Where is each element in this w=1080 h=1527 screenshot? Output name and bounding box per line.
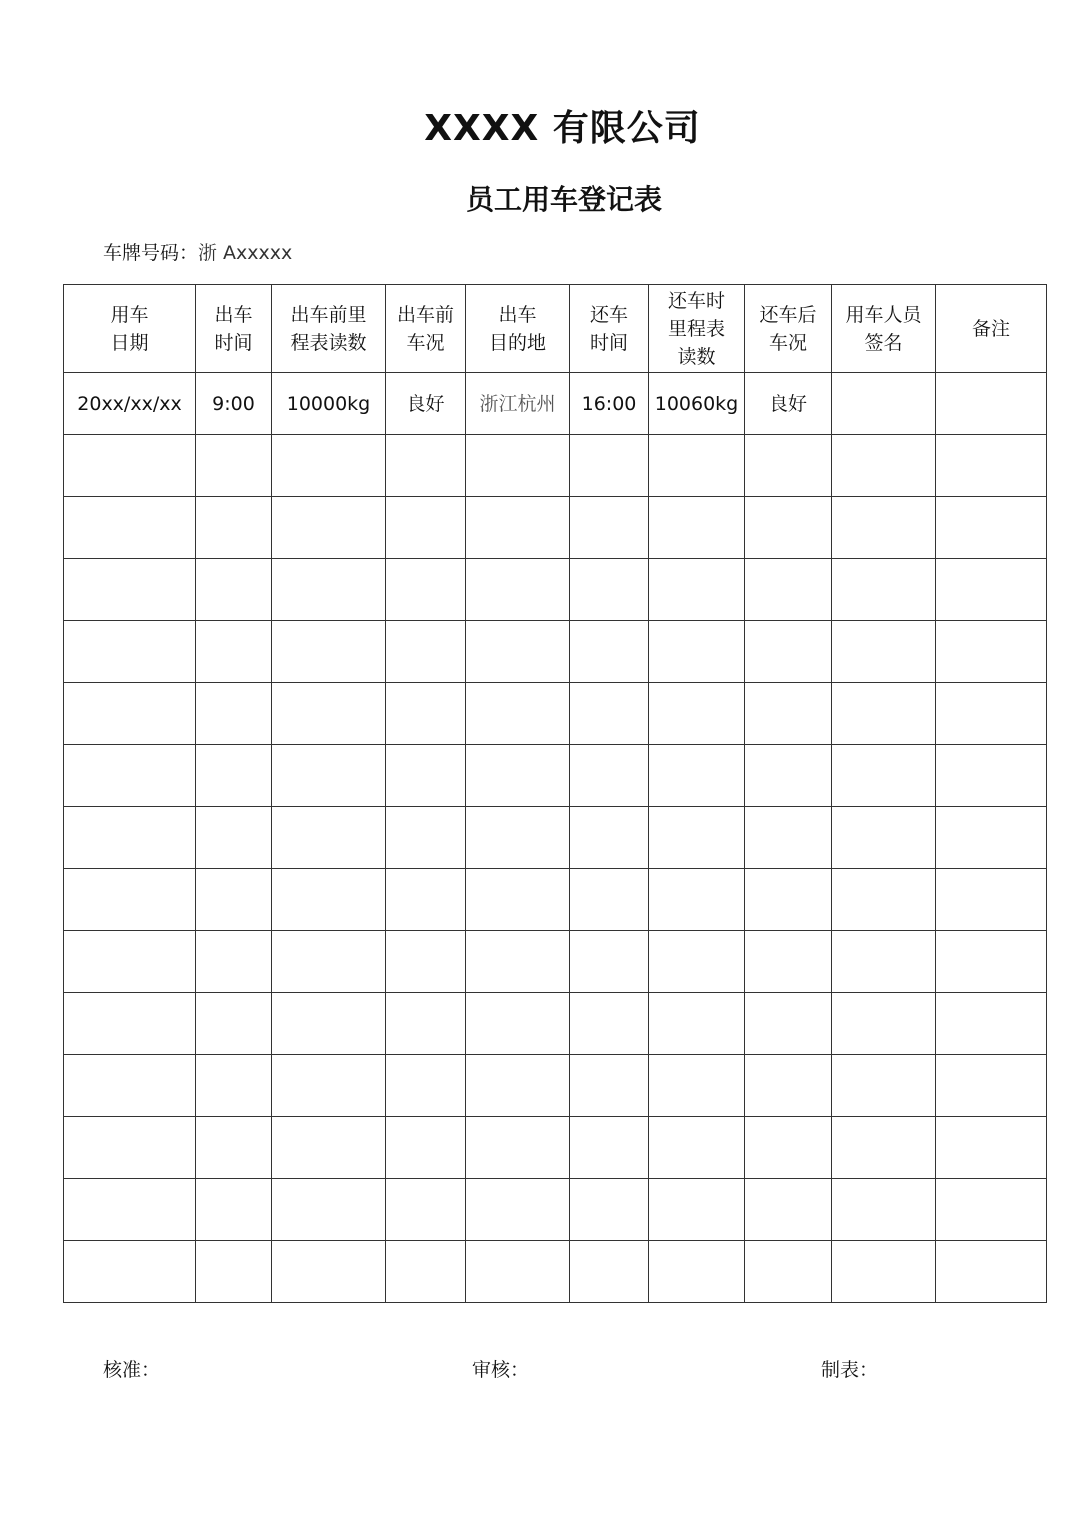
- header-use-date: 用车 日期: [64, 285, 196, 373]
- table-header-row: [64, 285, 1047, 373]
- cell-condition-after[interactable]: [745, 745, 832, 807]
- table-row: [64, 435, 1047, 497]
- cell-departure-time[interactable]: [196, 931, 272, 993]
- cell-odometer-before[interactable]: [272, 1179, 386, 1241]
- table-row: [64, 559, 1047, 621]
- plate-number-label: 车牌号码：: [103, 242, 199, 264]
- cell-odometer-after[interactable]: [649, 931, 745, 993]
- cell-condition-after[interactable]: [745, 1117, 832, 1179]
- cell-use-date[interactable]: [64, 1055, 196, 1117]
- cell-odometer-before[interactable]: [272, 931, 386, 993]
- cell-remarks[interactable]: [936, 559, 1047, 621]
- table-row: [64, 1117, 1047, 1179]
- cell-departure-time[interactable]: [196, 993, 272, 1055]
- cell-return-time[interactable]: [570, 1241, 649, 1303]
- cell-destination[interactable]: [466, 497, 570, 559]
- table-row: [64, 1055, 1047, 1117]
- cell-odometer-after[interactable]: [649, 497, 745, 559]
- cell-remarks[interactable]: [936, 497, 1047, 559]
- cell-remarks[interactable]: [936, 621, 1047, 683]
- cell-condition-after[interactable]: [745, 1241, 832, 1303]
- cell-destination[interactable]: [466, 1179, 570, 1241]
- cell-return-time[interactable]: [570, 435, 649, 497]
- cell-remarks[interactable]: [936, 807, 1047, 869]
- cell-odometer-before[interactable]: [272, 993, 386, 1055]
- cell-odometer-before[interactable]: [272, 1055, 386, 1117]
- cell-destination[interactable]: [466, 1055, 570, 1117]
- cell-user-signature[interactable]: [832, 621, 936, 683]
- cell-destination[interactable]: [466, 1241, 570, 1303]
- table-row: [64, 621, 1047, 683]
- cell-odometer-after[interactable]: [649, 683, 745, 745]
- cell-departure-time[interactable]: 9:00: [196, 373, 272, 435]
- cell-remarks[interactable]: [936, 373, 1047, 435]
- cell-condition-before[interactable]: [386, 1241, 466, 1303]
- cell-departure-time[interactable]: [196, 559, 272, 621]
- vehicle-log-table: [63, 284, 1047, 1303]
- cell-condition-before[interactable]: [386, 497, 466, 559]
- cell-odometer-after[interactable]: [649, 1055, 745, 1117]
- cell-odometer-before[interactable]: [272, 559, 386, 621]
- cell-use-date[interactable]: [64, 559, 196, 621]
- cell-user-signature[interactable]: [832, 559, 936, 621]
- cell-departure-time[interactable]: [196, 1055, 272, 1117]
- cell-odometer-before[interactable]: [272, 435, 386, 497]
- cell-odometer-after[interactable]: [649, 745, 745, 807]
- cell-remarks[interactable]: [936, 1179, 1047, 1241]
- cell-condition-before[interactable]: [386, 807, 466, 869]
- cell-destination[interactable]: [466, 621, 570, 683]
- table-row: [64, 1241, 1047, 1303]
- cell-condition-after[interactable]: [745, 683, 832, 745]
- cell-condition-after[interactable]: [745, 1179, 832, 1241]
- form-title: 员工用车登记表: [465, 183, 662, 216]
- cell-remarks[interactable]: [936, 931, 1047, 993]
- header-condition-after: 还车后 车况: [745, 285, 832, 373]
- cell-return-time[interactable]: [570, 807, 649, 869]
- cell-destination[interactable]: [466, 931, 570, 993]
- cell-return-time[interactable]: [570, 931, 649, 993]
- cell-odometer-after[interactable]: [649, 869, 745, 931]
- cell-destination[interactable]: [466, 559, 570, 621]
- cell-user-signature[interactable]: [832, 745, 936, 807]
- cell-condition-before[interactable]: [386, 869, 466, 931]
- cell-odometer-after[interactable]: 10060kg: [649, 373, 745, 435]
- cell-departure-time[interactable]: [196, 1117, 272, 1179]
- table-row: [64, 807, 1047, 869]
- table-row: [64, 1179, 1047, 1241]
- cell-departure-time[interactable]: [196, 745, 272, 807]
- cell-departure-time[interactable]: [196, 683, 272, 745]
- cell-condition-before[interactable]: [386, 683, 466, 745]
- cell-odometer-before[interactable]: 10000kg: [272, 373, 386, 435]
- cell-user-signature[interactable]: [832, 1117, 936, 1179]
- cell-use-date[interactable]: [64, 435, 196, 497]
- cell-odometer-before[interactable]: [272, 683, 386, 745]
- cell-use-date[interactable]: [64, 869, 196, 931]
- cell-odometer-before[interactable]: [272, 807, 386, 869]
- cell-remarks[interactable]: [936, 1117, 1047, 1179]
- cell-return-time[interactable]: [570, 683, 649, 745]
- cell-departure-time[interactable]: [196, 807, 272, 869]
- cell-condition-before[interactable]: [386, 559, 466, 621]
- cell-return-time[interactable]: [570, 1179, 649, 1241]
- cell-departure-time[interactable]: [196, 497, 272, 559]
- cell-departure-time[interactable]: [196, 621, 272, 683]
- cell-use-date[interactable]: [64, 1117, 196, 1179]
- cell-condition-before[interactable]: 良好: [386, 373, 466, 435]
- cell-odometer-before[interactable]: [272, 621, 386, 683]
- cell-condition-before[interactable]: [386, 993, 466, 1055]
- header-odometer-after: 还车时 里程表 读数: [649, 285, 745, 373]
- cell-condition-after[interactable]: [745, 869, 832, 931]
- cell-use-date[interactable]: [64, 1179, 196, 1241]
- plate-number-value: 浙 Axxxxx: [198, 242, 293, 264]
- cell-use-date[interactable]: [64, 745, 196, 807]
- cell-destination[interactable]: [466, 1117, 570, 1179]
- cell-condition-before[interactable]: [386, 745, 466, 807]
- cell-remarks[interactable]: [936, 993, 1047, 1055]
- cell-user-signature[interactable]: [832, 931, 936, 993]
- cell-use-date[interactable]: [64, 931, 196, 993]
- cell-user-signature[interactable]: [832, 435, 936, 497]
- cell-user-signature[interactable]: [832, 993, 936, 1055]
- cell-destination[interactable]: [466, 869, 570, 931]
- table-row: [64, 373, 1047, 435]
- cell-odometer-before[interactable]: [272, 497, 386, 559]
- cell-condition-after[interactable]: [745, 621, 832, 683]
- cell-condition-after[interactable]: [745, 435, 832, 497]
- header-user-signature: 用车人员 签名: [832, 285, 936, 373]
- cell-odometer-after[interactable]: [649, 1179, 745, 1241]
- cell-odometer-after[interactable]: [649, 435, 745, 497]
- cell-user-signature[interactable]: [832, 807, 936, 869]
- table-row: [64, 497, 1047, 559]
- cell-use-date[interactable]: [64, 807, 196, 869]
- cell-user-signature[interactable]: [832, 683, 936, 745]
- cell-destination[interactable]: [466, 745, 570, 807]
- cell-return-time[interactable]: [570, 497, 649, 559]
- cell-user-signature[interactable]: [832, 497, 936, 559]
- cell-condition-before[interactable]: [386, 435, 466, 497]
- plate-number-line: [103, 238, 292, 265]
- cell-condition-after[interactable]: [745, 931, 832, 993]
- cell-user-signature[interactable]: [832, 869, 936, 931]
- cell-use-date[interactable]: 20xx/xx/xx: [64, 373, 196, 435]
- cell-condition-after[interactable]: [745, 497, 832, 559]
- cell-condition-before[interactable]: [386, 931, 466, 993]
- header-remarks: 备注: [936, 285, 1047, 373]
- cell-destination[interactable]: [466, 435, 570, 497]
- table-row: [64, 869, 1047, 931]
- cell-return-time[interactable]: [570, 559, 649, 621]
- cell-destination[interactable]: 浙江杭州: [466, 373, 570, 435]
- cell-remarks[interactable]: [936, 869, 1047, 931]
- header-departure-time: 出车 时间: [196, 285, 272, 373]
- cell-departure-time[interactable]: [196, 435, 272, 497]
- cell-odometer-before[interactable]: [272, 745, 386, 807]
- cell-odometer-after[interactable]: [649, 1241, 745, 1303]
- table-row: [64, 931, 1047, 993]
- company-name: XXXX 有限公司: [424, 108, 701, 149]
- cell-use-date[interactable]: [64, 621, 196, 683]
- table-row: [64, 993, 1047, 1055]
- cell-odometer-after[interactable]: [649, 621, 745, 683]
- cell-odometer-before[interactable]: [272, 1117, 386, 1179]
- cell-departure-time[interactable]: [196, 1179, 272, 1241]
- cell-condition-after[interactable]: [745, 559, 832, 621]
- cell-departure-time[interactable]: [196, 1241, 272, 1303]
- cell-destination[interactable]: [466, 993, 570, 1055]
- cell-condition-before[interactable]: [386, 1117, 466, 1179]
- cell-remarks[interactable]: [936, 1241, 1047, 1303]
- cell-return-time[interactable]: [570, 1055, 649, 1117]
- cell-condition-after[interactable]: [745, 807, 832, 869]
- cell-return-time[interactable]: 16:00: [570, 373, 649, 435]
- cell-remarks[interactable]: [936, 745, 1047, 807]
- table-row: [64, 683, 1047, 745]
- cell-use-date[interactable]: [64, 683, 196, 745]
- cell-condition-before[interactable]: [386, 1055, 466, 1117]
- table-row: [64, 745, 1047, 807]
- cell-odometer-before[interactable]: [272, 869, 386, 931]
- cell-remarks[interactable]: [936, 435, 1047, 497]
- cell-condition-after[interactable]: [745, 1055, 832, 1117]
- cell-user-signature[interactable]: [832, 373, 936, 435]
- cell-condition-after[interactable]: 良好: [745, 373, 832, 435]
- cell-odometer-after[interactable]: [649, 993, 745, 1055]
- cell-user-signature[interactable]: [832, 1241, 936, 1303]
- cell-departure-time[interactable]: [196, 869, 272, 931]
- cell-remarks[interactable]: [936, 1055, 1047, 1117]
- cell-use-date[interactable]: [64, 1241, 196, 1303]
- cell-remarks[interactable]: [936, 683, 1047, 745]
- cell-destination[interactable]: [466, 683, 570, 745]
- header-condition-before: 出车前 车况: [386, 285, 466, 373]
- cell-return-time[interactable]: [570, 869, 649, 931]
- footer-approve-label: 核准：: [103, 1359, 161, 1381]
- cell-destination[interactable]: [466, 807, 570, 869]
- cell-user-signature[interactable]: [832, 1055, 936, 1117]
- cell-odometer-after[interactable]: [649, 807, 745, 869]
- cell-condition-before[interactable]: [386, 621, 466, 683]
- cell-return-time[interactable]: [570, 621, 649, 683]
- cell-return-time[interactable]: [570, 1117, 649, 1179]
- footer-review-label: 审核：: [472, 1359, 530, 1381]
- cell-odometer-after[interactable]: [649, 559, 745, 621]
- header-odometer-before: 出车前里 程表读数: [272, 285, 386, 373]
- cell-condition-before[interactable]: [386, 1179, 466, 1241]
- header-return-time: 还车 时间: [570, 285, 649, 373]
- cell-odometer-after[interactable]: [649, 1117, 745, 1179]
- cell-use-date[interactable]: [64, 993, 196, 1055]
- cell-user-signature[interactable]: [832, 1179, 936, 1241]
- cell-return-time[interactable]: [570, 993, 649, 1055]
- footer-prepared-label: 制表：: [821, 1359, 879, 1381]
- cell-return-time[interactable]: [570, 745, 649, 807]
- header-destination: 出车 目的地: [466, 285, 570, 373]
- cell-use-date[interactable]: [64, 497, 196, 559]
- cell-condition-after[interactable]: [745, 993, 832, 1055]
- cell-odometer-before[interactable]: [272, 1241, 386, 1303]
